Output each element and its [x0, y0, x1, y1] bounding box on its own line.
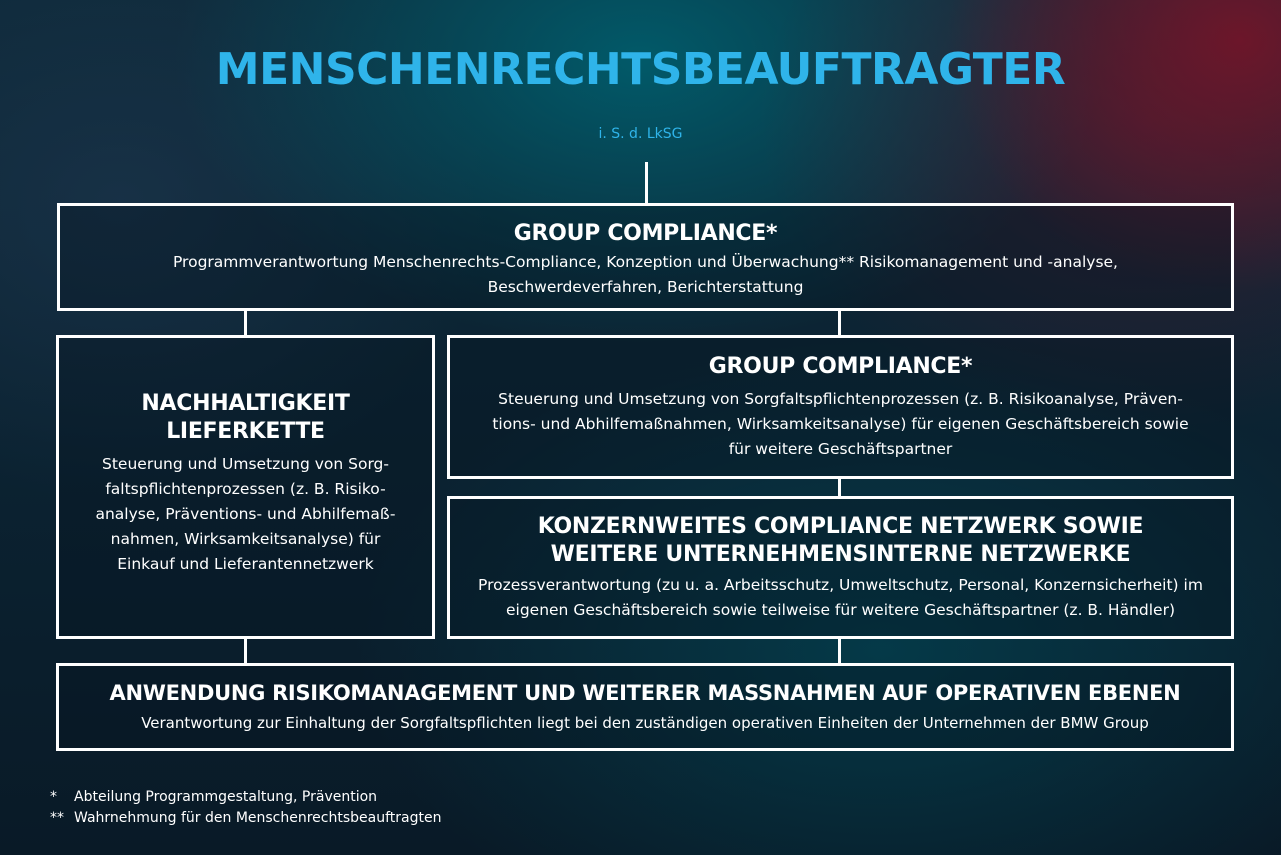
supply-chain-title-line1: NACHHALTIGKEIT: [141, 390, 350, 416]
group-compliance-program-box: [57, 203, 1234, 311]
footnote-1-text: Abteilung Programmgestaltung, Prävention: [74, 789, 378, 805]
footnote-2-text: Wahrnehmung für den Menschenrechtsbeauftragten: [74, 810, 442, 826]
connector-title-to-top: [645, 162, 648, 205]
footnotes: [50, 787, 441, 829]
operational-risk-management-text: Verantwortung zur Einhaltung der Sorgfaltspflichten liegt bei den zuständigen operativen Einheiten der Unternehmen der BMW Group: [141, 713, 1149, 732]
footnote-2-mark: **: [50, 810, 64, 826]
footnote-1: [50, 787, 441, 808]
group-compliance-program-text-line1: Programmverantwortung Menschenrechts-Compliance, Konzeption und Überwachung** Risikomanagement und -analyse,: [172, 253, 1118, 271]
compliance-network-title-line2: WEITERE UNTERNEHMENSINTERNE NETZWERKE: [550, 541, 1131, 567]
compliance-network-box: [447, 496, 1234, 639]
connector-top-to-left: [244, 309, 247, 337]
compliance-network-text-line2: eigenen Geschäftsbereich sowie teilweise für weitere Geschäftspartner (z. B. Händler): [505, 600, 1175, 619]
supply-chain-text-line4: nahmen, Wirksamkeitsanalyse) für: [110, 529, 381, 548]
group-compliance-program-title: GROUP COMPLIANCE*: [513, 221, 778, 246]
group-compliance-process-text-line3: für weitere Geschäftspartner: [728, 439, 953, 458]
footnote-2: [50, 808, 441, 829]
footnote-1-mark: *: [50, 789, 57, 805]
connector-right-to-bottom: [838, 637, 841, 665]
group-compliance-process-text-line2: tions- und Abhilfemaßnahmen, Wirksamkeitsanalyse) für eigenen Geschäftsbereich sowie: [492, 414, 1189, 433]
supply-chain-text-line1: Steuerung und Umsetzung von Sorg-: [102, 454, 389, 473]
group-compliance-process-title: GROUP COMPLIANCE*: [708, 353, 973, 379]
group-compliance-process-box: [447, 335, 1234, 479]
supply-chain-title-line2: LIEFERKETTE: [166, 418, 325, 444]
group-compliance-process-text-line1: Steuerung und Umsetzung von Sorgfaltspflichtenprozessen (z. B. Risikoanalyse, Präven-: [498, 389, 1183, 408]
page-subtitle: i. S. d. LkSG: [598, 126, 683, 142]
compliance-network-title-line1: KONZERNWEITES COMPLIANCE NETZWERK SOWIE: [537, 513, 1144, 539]
operational-risk-management-title: ANWENDUNG RISIKOMANAGEMENT UND WEITERER MASSNAHMEN AUF OPERATIVEN EBENEN: [109, 680, 1181, 705]
supply-chain-text-line2: faltspflichtenprozessen (z. B. Risiko-: [105, 479, 386, 498]
supply-chain-text-line3: analyse, Präventions- und Abhilfemaß-: [95, 504, 396, 523]
compliance-network-text-line1: Prozessverantwortung (zu u. a. Arbeitsschutz, Umweltschutz, Personal, Konzernsicherheit) im: [478, 575, 1203, 594]
connector-right-top-to-right-bottom: [838, 477, 841, 498]
connector-left-to-bottom: [244, 637, 247, 665]
supply-chain-text-line5: Einkauf und Lieferantennetzwerk: [117, 554, 374, 573]
group-compliance-program-text-line2: Beschwerdeverfahren, Berichterstattung: [487, 278, 804, 296]
operational-risk-management-box: [56, 663, 1234, 751]
page-title: MENSCHENRECHTSBEAUFTRAGTER: [215, 44, 1066, 95]
connector-top-to-right: [838, 309, 841, 337]
supply-chain-sustainability-box: [56, 335, 435, 639]
